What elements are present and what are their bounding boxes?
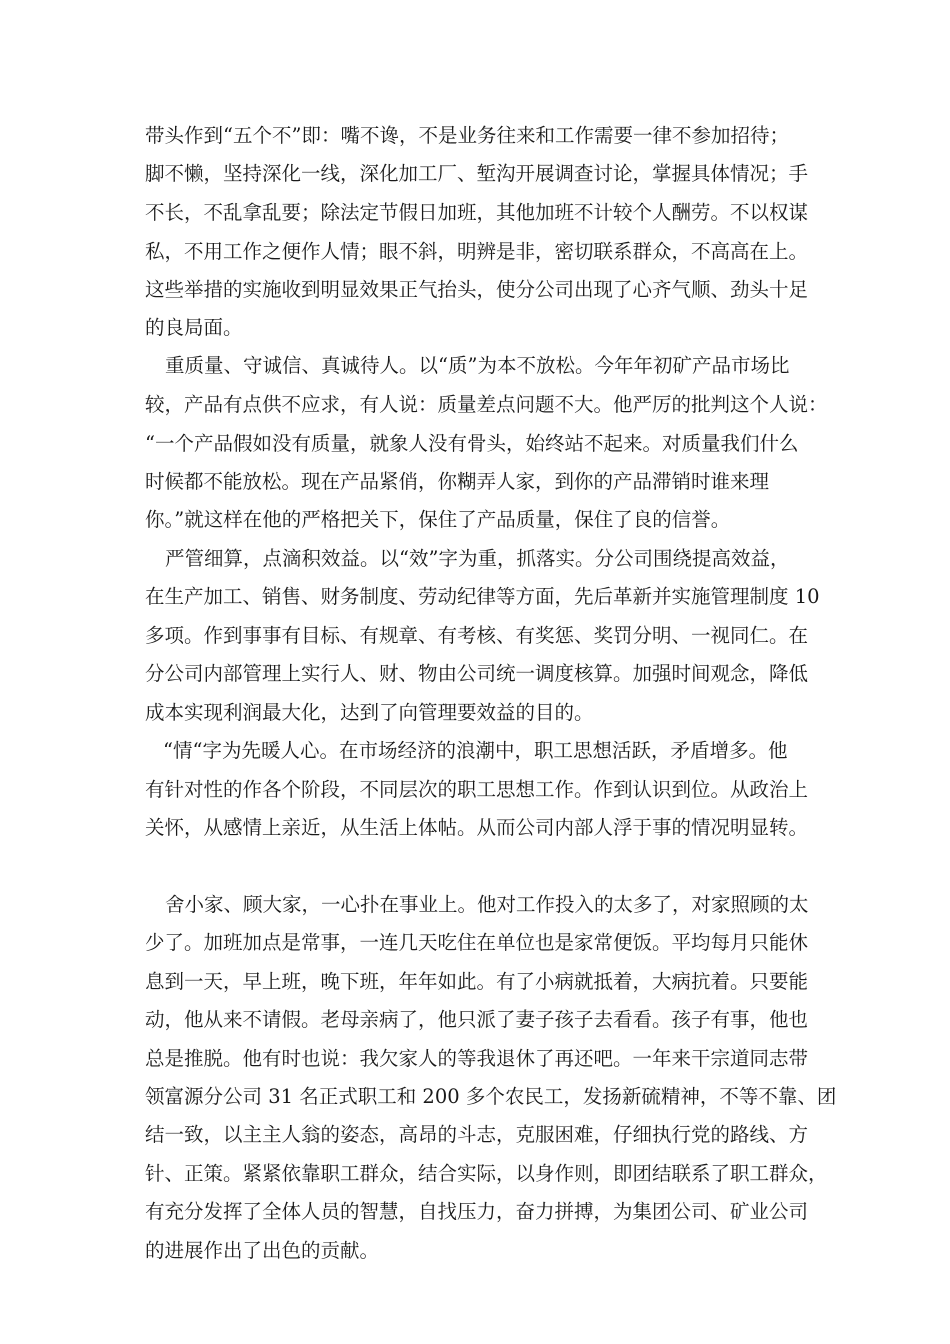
text-line: 你。”就这样在他的严格把关下，保住了产品质量，保住了良的信誉。 xyxy=(145,508,731,531)
text-line: 不长，不乱拿乱要；除法定节假日加班，其他加班不计较个人酬劳。不以权谋 xyxy=(145,201,809,224)
text-line: 带头作到“五个不”即：嘴不谗，不是业务往来和工作需要一律不参加招待； xyxy=(145,124,789,147)
text-line: 这些举措的实施收到明显效果正气抬头，使分公司出现了心齐气顺、劲头十足 xyxy=(145,278,809,301)
text-line: 私，不用工作之便作人情；眼不斜，明辨是非，密切联系群众，不高高在上。 xyxy=(145,240,809,263)
text-line: 动，他从来不请假。老母亲病了，他只派了妻子孩子去看看。孩子有事，他也 xyxy=(145,1008,809,1031)
text-line: “一个产品假如没有质量，就象人没有骨头，始终站不起来。对质量我们什么 xyxy=(145,432,799,455)
text-line: 的进展作出了出色的贡献。 xyxy=(145,1239,380,1262)
text-line: 有充分发挥了全体人员的智慧，自找压力，奋力拼搏，为集团公司、矿业公司 xyxy=(145,1200,809,1223)
text-line: 有针对性的作各个阶段，不同层次的职工思想工作。作到认识到位。从政治上 xyxy=(145,778,809,801)
paragraph-start-line: 重质量、守诚信、真诚待人。以“质”为本不放松。今年年初矿产品市场比 xyxy=(165,354,790,377)
text-line: 少了。加班加点是常事，一连几天吃住在单位也是家常便饭。平均每月只能休 xyxy=(145,931,809,954)
text-line: 领富源分公司 31 名正式职工和 200 多个农民工，发扬新硫精神，不等不靠、团 xyxy=(145,1085,837,1108)
text-line: 的良局面。 xyxy=(145,316,243,339)
text-line: 针、正策。紧紧依靠职工群众，结合实际，以身作则，即团结联系了职工群众， xyxy=(145,1162,828,1185)
text-line: 成本实现利润最大化，达到了向管理要效益的目的。 xyxy=(145,701,594,724)
text-line: 关怀，从感情上亲近，从生活上体帖。从而公司内部人浮于事的情况明显转。 xyxy=(145,816,809,839)
text-line: 结一致，以主主人翁的姿态，高昂的斗志，克服困难，仔细执行党的路线、方 xyxy=(145,1123,809,1146)
text-line: 在生产加工、销售、财务制度、劳动纪律等方面，先后革新并实施管理制度 10 xyxy=(145,585,820,608)
text-line: 息到一天，早上班，晚下班，年年如此。有了小病就抵着，大病抗着。只要能 xyxy=(145,970,809,993)
text-line: 脚不懒，坚持深化一线，深化加工厂、堑沟开展调查讨论，掌握具体情况；手 xyxy=(145,162,809,185)
text-line: 总是推脱。他有时也说：我欠家人的等我退休了再还吧。一年来干宗道同志带 xyxy=(145,1047,809,1070)
text-line: 较，产品有点供不应求，有人说：质量差点问题不大。他严厉的批判这个人说： xyxy=(145,393,828,416)
text-line: 分公司内部管理上实行人、财、物由公司统一调度核算。加强时间观念，降低 xyxy=(145,662,809,685)
text-line: 时候都不能放松。现在产品紧俏，你糊弄人家，到你的产品滞销时谁来理 xyxy=(145,470,770,493)
text-line: 多项。作到事事有目标、有规章、有考核、有奖惩、奖罚分明、一视同仁。在 xyxy=(145,624,809,647)
paragraph-start-line: 严管细算，点滴积效益。以“效”字为重，抓落实。分公司围绕提高效益， xyxy=(165,547,790,570)
paragraph-start-line: “情“字为先暖人心。在市场经济的浪潮中，职工思想活跃，矛盾增多。他 xyxy=(163,739,788,762)
paragraph-start-line: 舍小家、顾大家，一心扑在事业上。他对工作投入的太多了，对家照顾的太 xyxy=(165,893,809,916)
